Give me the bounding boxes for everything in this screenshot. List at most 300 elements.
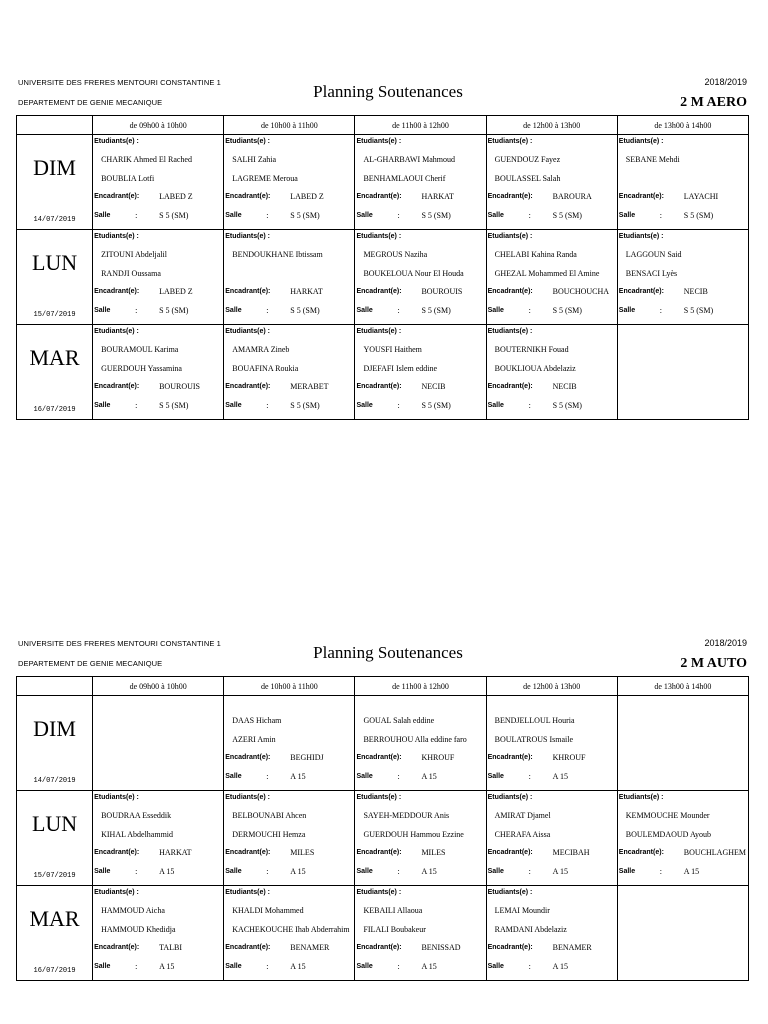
defense-slot [355, 791, 486, 886]
empty-slot [617, 325, 748, 420]
day-block [17, 135, 92, 229]
student-name: KEMMOUCHE Mounder [625, 811, 710, 820]
room-separator: : [397, 962, 400, 971]
day-date: 15/07/2019 [33, 311, 76, 319]
student-name: BENDOUKHANE Ibtissam [232, 250, 323, 259]
room-value: A 15 [290, 962, 306, 971]
slot-content [487, 791, 617, 885]
room-label: Salle [618, 868, 636, 875]
slot-content [93, 886, 223, 980]
supervisor-label: Encadrant(e): [94, 288, 140, 295]
time-slot-header: de 10h00 à 11h00 [224, 116, 355, 135]
room-label: Salle [618, 307, 636, 314]
slot-content [355, 325, 485, 419]
room-value: A 15 [290, 772, 306, 781]
student-name: BOULASSEL Salah [494, 174, 561, 183]
room-label: Salle [225, 307, 242, 314]
room-label: Salle [356, 212, 373, 219]
day-date: 14/07/2019 [33, 216, 76, 224]
room-label: Salle [356, 868, 373, 875]
page-title: Planning Soutenances [313, 643, 463, 662]
student-name: BOUAFINA Roukia [232, 364, 299, 373]
student-name: AMIRAT Djamel [494, 811, 551, 820]
room-separator: : [135, 867, 138, 876]
slot-content [93, 791, 223, 885]
student-name: SALHI Zahia [232, 155, 277, 164]
student-name: RAMDANI Abdelaziz [494, 925, 567, 934]
room-label: Salle [356, 307, 373, 314]
day-date: 14/07/2019 [33, 777, 76, 785]
time-slot-header: de 13h00 à 14h00 [617, 116, 748, 135]
student-name: RANDJI Oussama [101, 269, 161, 278]
slot-content [355, 230, 485, 324]
slot-content [618, 886, 748, 980]
day-name: DIM [33, 716, 76, 741]
student-name: GUERDOUH Yassamina [101, 364, 182, 373]
students-label: Etudiants(e) : [225, 233, 270, 240]
supervisor-label: Encadrant(e): [94, 383, 140, 390]
day-cell [17, 696, 93, 791]
room-separator: : [397, 772, 400, 781]
room-separator: : [659, 867, 663, 876]
supervisor-name: NECIB [683, 287, 708, 296]
room-label: Salle [487, 307, 504, 314]
slot-content [224, 135, 354, 229]
supervisor-name: HARKAT [159, 848, 192, 857]
students-label: Etudiants(e) : [356, 233, 402, 240]
room-label: Salle [487, 212, 504, 219]
room-value: S 5 (SM) [159, 401, 189, 410]
department-name: DEPARTEMENT DE GENIE MECANIQUE [18, 659, 163, 668]
room-value: S 5 (SM) [552, 211, 582, 220]
supervisor-label: Encadrant(e): [487, 849, 533, 856]
day-block [17, 230, 92, 324]
room-value: A 15 [683, 867, 700, 876]
supervisor-label: Encadrant(e): [356, 193, 402, 200]
defense-slot [617, 230, 748, 325]
student-name: BERROUHOU Alla eddine faro [363, 735, 467, 744]
room-separator: : [528, 306, 531, 315]
room-separator: : [397, 401, 400, 410]
student-name: AMAMRA Zineb [232, 345, 290, 354]
supervisor-name: BENAMER [290, 943, 330, 952]
students-label: Etudiants(e) : [94, 889, 139, 896]
defense-slot [355, 325, 486, 420]
room-label: Salle [487, 963, 504, 970]
room-value: S 5 (SM) [159, 306, 189, 315]
student-name: GOUAL Salah eddine [363, 716, 435, 725]
room-label: Salle [94, 868, 111, 875]
student-name: LAGREME Meroua [232, 174, 298, 183]
student-name: BOUBLIA Lotfi [101, 174, 155, 183]
students-label: Etudiants(e) : [225, 328, 270, 335]
day-cell [17, 886, 93, 981]
room-value: S 5 (SM) [552, 401, 582, 410]
students-label: Etudiants(e) : [225, 889, 270, 896]
class-name: 2 M AUTO [680, 656, 747, 671]
slot-content [618, 325, 748, 419]
room-label: Salle [487, 773, 504, 780]
defense-slot [93, 325, 224, 420]
room-value: A 15 [552, 962, 568, 971]
defense-slot [224, 696, 355, 791]
room-label: Salle [618, 212, 636, 219]
room-separator: : [266, 401, 269, 410]
room-separator: : [266, 772, 269, 781]
supervisor-label: Encadrant(e): [356, 383, 402, 390]
student-name: BENSACI Lyès [625, 269, 678, 278]
room-label: Salle [225, 212, 242, 219]
academic-year: 2018/2019 [704, 638, 747, 648]
students-label: Etudiants(e) : [356, 794, 402, 801]
student-name: SEBANE Mehdi [625, 155, 680, 164]
slot-content [93, 696, 223, 790]
day-name: LUN [31, 811, 78, 836]
slot-content [93, 325, 223, 419]
schedule-table [16, 115, 749, 420]
student-name: CHARIK Ahmed El Rached [101, 155, 192, 164]
student-name: CHERAFA Aissa [494, 830, 551, 839]
defense-slot [355, 696, 486, 791]
empty-slot [617, 886, 748, 981]
students-label: Etudiants(e) : [225, 138, 270, 145]
empty-slot [93, 696, 224, 791]
students-label: Etudiants(e) : [94, 328, 139, 335]
student-name: BOUDRAA Esseddik [101, 811, 172, 820]
supervisor-name: BOUROUIS [159, 382, 200, 391]
defense-slot [486, 230, 617, 325]
day-block [17, 886, 92, 980]
room-separator: : [397, 211, 400, 220]
day-name: LUN [31, 250, 78, 275]
supervisor-label: Encadrant(e): [487, 288, 533, 295]
schedule-table [16, 676, 749, 981]
time-slot-header: de 12h00 à 13h00 [486, 677, 617, 696]
room-value: S 5 (SM) [290, 401, 320, 410]
supervisor-name: MECIBAH [552, 848, 590, 857]
student-name: BOULEMDAOUD Ayoub [625, 830, 712, 839]
time-slot-header: de 09h00 à 10h00 [93, 116, 224, 135]
time-slot-header: de 10h00 à 11h00 [224, 677, 355, 696]
supervisor-name: MERABET [290, 382, 329, 391]
slot-content [355, 696, 485, 790]
slot-content [93, 230, 223, 324]
day-date: 15/07/2019 [33, 872, 76, 880]
supervisor-label: Encadrant(e): [356, 849, 402, 856]
room-separator: : [528, 962, 531, 971]
student-name: BENHAMLAOUI Cherif [363, 174, 446, 183]
schedule-header-row [17, 116, 749, 135]
supervisor-name: KHROUF [421, 753, 455, 762]
room-value: A 15 [421, 772, 437, 781]
students-label: Etudiants(e) : [618, 233, 664, 240]
room-label: Salle [487, 402, 504, 409]
supervisor-name: BEGHIDJ [290, 753, 324, 762]
students-label: Etudiants(e) : [618, 138, 664, 145]
supervisor-name: BOUCHLAGHEM [683, 848, 747, 857]
room-label: Salle [356, 402, 373, 409]
slot-content [224, 791, 354, 885]
student-name: MEGROUS Naziha [363, 250, 428, 259]
room-separator: : [135, 962, 138, 971]
day-cell [17, 230, 93, 325]
student-name: LEMAI Moundir [494, 906, 550, 915]
room-label: Salle [356, 773, 373, 780]
defense-slot [93, 791, 224, 886]
slot-content [487, 135, 617, 229]
student-name: BOUKLIOUA Abdelaziz [494, 364, 576, 373]
student-name: KHALDI Mohammed [232, 906, 304, 915]
defense-slot [93, 886, 224, 981]
students-label: Etudiants(e) : [356, 328, 402, 335]
room-separator: : [266, 962, 269, 971]
student-name: BOURAMOUL Karima [101, 345, 179, 354]
defense-slot [617, 135, 748, 230]
page-title: Planning Soutenances [313, 82, 463, 101]
corner-cell [17, 677, 93, 696]
supervisor-label: Encadrant(e): [618, 288, 664, 295]
slot-content [224, 886, 354, 980]
student-name: LAGGOUN Said [625, 250, 682, 259]
time-slot-header: de 13h00 à 14h00 [617, 677, 748, 696]
students-label: Etudiants(e) : [225, 794, 270, 801]
supervisor-label: Encadrant(e): [487, 944, 533, 951]
slot-content [618, 230, 748, 324]
room-separator: : [528, 867, 531, 876]
supervisor-label: Encadrant(e): [225, 288, 271, 295]
supervisor-label: Encadrant(e): [94, 193, 140, 200]
student-name: BOULATROUS Ismaile [494, 735, 574, 744]
room-separator: : [528, 401, 531, 410]
defense-slot [224, 325, 355, 420]
supervisor-label: Encadrant(e): [487, 193, 533, 200]
student-name: BENDJELLOUL Houria [494, 716, 575, 725]
supervisor-name: KHROUF [552, 753, 586, 762]
student-name: BELBOUNABI Ahcen [232, 811, 307, 820]
students-label: Etudiants(e) : [487, 138, 533, 145]
supervisor-label: Encadrant(e): [225, 849, 271, 856]
defense-slot [224, 886, 355, 981]
defense-slot [486, 696, 617, 791]
student-name: AL-GHARBAWI Mahmoud [363, 155, 456, 164]
planning-sheet-aero [0, 0, 768, 420]
supervisor-name: MILES [421, 848, 446, 857]
room-value: S 5 (SM) [683, 306, 714, 315]
room-value: A 15 [421, 962, 437, 971]
time-slot-header: de 09h00 à 10h00 [93, 677, 224, 696]
supervisor-label: Encadrant(e): [94, 944, 140, 951]
defense-slot [224, 230, 355, 325]
supervisor-name: NECIB [552, 382, 577, 391]
defense-slot [355, 886, 486, 981]
students-label: Etudiants(e) : [487, 328, 533, 335]
student-name: ZITOUNI Abdeljalil [101, 250, 167, 259]
day-block [17, 325, 92, 419]
students-label: Etudiants(e) : [94, 794, 139, 801]
room-value: S 5 (SM) [683, 211, 714, 220]
slot-content [487, 325, 617, 419]
room-value: S 5 (SM) [421, 306, 451, 315]
academic-year: 2018/2019 [704, 77, 747, 87]
defense-slot [224, 135, 355, 230]
day-date: 16/07/2019 [33, 406, 76, 414]
room-value: A 15 [290, 867, 306, 876]
supervisor-label: Encadrant(e): [356, 944, 402, 951]
empty-slot [617, 696, 748, 791]
students-label: Etudiants(e) : [94, 233, 139, 240]
supervisor-name: LAYACHI [683, 192, 719, 201]
room-label: Salle [225, 773, 242, 780]
day-cell [17, 135, 93, 230]
room-label: Salle [225, 402, 242, 409]
defense-slot [486, 135, 617, 230]
student-name: GUERDOUH Hammou Ezzine [363, 830, 464, 839]
supervisor-name: LABED Z [159, 287, 193, 296]
students-label: Etudiants(e) : [487, 794, 533, 801]
supervisor-name: BOUCHOUCHA [552, 287, 610, 296]
room-value: A 15 [421, 867, 437, 876]
defense-slot [355, 135, 486, 230]
corner-cell [17, 116, 93, 135]
day-cell [17, 325, 93, 420]
student-name: DERMOUCHI Hemza [232, 830, 306, 839]
supervisor-name: BOUROUIS [421, 287, 463, 296]
day-row [17, 886, 749, 981]
room-label: Salle [94, 402, 111, 409]
supervisor-label: Encadrant(e): [225, 193, 271, 200]
room-label: Salle [225, 963, 242, 970]
planning-sheet-auto [0, 561, 768, 981]
supervisor-name: HARKAT [290, 287, 323, 296]
day-name: MAR [29, 345, 80, 370]
slot-content [224, 696, 354, 790]
day-block [17, 791, 92, 885]
room-separator: : [397, 867, 400, 876]
students-label: Etudiants(e) : [487, 889, 533, 896]
room-separator: : [528, 772, 531, 781]
supervisor-label: Encadrant(e): [487, 383, 533, 390]
defense-slot [224, 791, 355, 886]
slot-content [618, 791, 748, 885]
defense-slot [486, 325, 617, 420]
day-row [17, 791, 749, 886]
room-value: S 5 (SM) [159, 211, 189, 220]
supervisor-label: Encadrant(e): [487, 754, 533, 761]
defense-slot [486, 791, 617, 886]
slot-content [487, 696, 617, 790]
supervisor-label: Encadrant(e): [356, 754, 402, 761]
student-name: GHEZAL Mohammed El Amine [494, 269, 600, 278]
defense-slot [355, 230, 486, 325]
room-label: Salle [94, 963, 111, 970]
defense-slot [617, 791, 748, 886]
day-row [17, 135, 749, 230]
room-separator: : [135, 401, 138, 410]
room-separator: : [266, 211, 269, 220]
room-value: S 5 (SM) [290, 306, 320, 315]
student-name: CHELABI Kahina Randa [494, 250, 577, 259]
student-name: GUENDOUZ Fayez [494, 155, 561, 164]
student-name: FILALI Boubakeur [363, 925, 426, 934]
slot-content [93, 135, 223, 229]
supervisor-label: Encadrant(e): [225, 383, 271, 390]
student-name: KIHAL Abdelhammid [101, 830, 174, 839]
room-separator: : [135, 306, 138, 315]
student-name: BOUTERNIKH Fouad [494, 345, 569, 354]
students-label: Etudiants(e) : [356, 889, 402, 896]
room-label: Salle [356, 963, 373, 970]
university-name: UNIVERSITE DES FRERES MENTOURI CONSTANTINE 1 [18, 639, 221, 648]
supervisor-label: Encadrant(e): [356, 288, 402, 295]
student-name: SAYEH-MEDDOUR Anis [363, 811, 450, 820]
room-value: A 15 [552, 772, 568, 781]
supervisor-name: MILES [290, 848, 315, 857]
slot-content [355, 135, 485, 229]
supervisor-name: NECIB [421, 382, 446, 391]
room-separator: : [397, 306, 400, 315]
students-label: Etudiants(e) : [618, 794, 664, 801]
student-name: HAMMOUD Khedidja [101, 925, 176, 934]
students-label: Etudiants(e) : [94, 138, 139, 145]
room-value: S 5 (SM) [552, 306, 582, 315]
room-value: A 15 [159, 867, 175, 876]
room-value: S 5 (SM) [290, 211, 320, 220]
student-name: YOUSFI Haithem [363, 345, 422, 354]
day-name: MAR [29, 906, 80, 931]
department-name: DEPARTEMENT DE GENIE MECANIQUE [18, 98, 163, 107]
student-name: DJEFAFI Islem eddine [363, 364, 438, 373]
day-row [17, 696, 749, 791]
supervisor-name: LABED Z [290, 192, 324, 201]
room-value: A 15 [159, 962, 175, 971]
supervisor-label: Encadrant(e): [618, 849, 664, 856]
room-value: S 5 (SM) [421, 401, 451, 410]
room-separator: : [659, 306, 663, 315]
supervisor-label: Encadrant(e): [225, 754, 271, 761]
student-name: HAMMOUD Aicha [101, 906, 165, 915]
room-label: Salle [487, 868, 504, 875]
slot-content [618, 135, 748, 229]
day-block [17, 696, 92, 790]
slot-content [487, 230, 617, 324]
student-name: KEBAILI Allaoua [363, 906, 423, 915]
defense-slot [93, 135, 224, 230]
student-name: BOUKELOUA Nour El Houda [363, 269, 464, 278]
supervisor-label: Encadrant(e): [94, 849, 140, 856]
student-name: KACHEKOUCHE Ihab Abderrahim [232, 925, 350, 934]
defense-slot [486, 886, 617, 981]
day-cell [17, 791, 93, 886]
room-separator: : [266, 306, 269, 315]
supervisor-name: BAROURA [552, 192, 592, 201]
room-value: S 5 (SM) [421, 211, 451, 220]
defense-slot [93, 230, 224, 325]
slot-content [487, 886, 617, 980]
room-separator: : [266, 867, 269, 876]
day-row [17, 325, 749, 420]
supervisor-name: LABED Z [159, 192, 193, 201]
room-label: Salle [225, 868, 242, 875]
schedule-header-row [17, 677, 749, 696]
supervisor-name: TALBI [159, 943, 183, 952]
room-value: A 15 [552, 867, 568, 876]
room-label: Salle [94, 212, 111, 219]
day-row [17, 230, 749, 325]
slot-content [618, 696, 748, 790]
supervisor-name: HARKAT [421, 192, 454, 201]
day-date: 16/07/2019 [33, 967, 76, 975]
students-label: Etudiants(e) : [356, 138, 402, 145]
